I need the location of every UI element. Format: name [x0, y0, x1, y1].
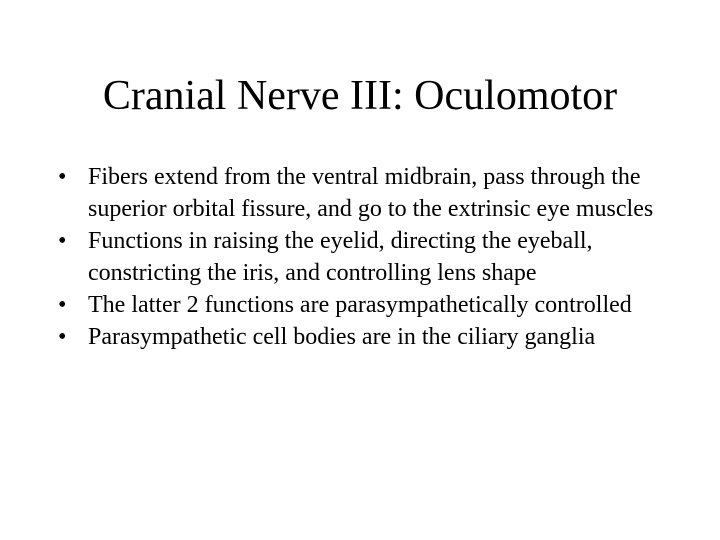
bullet-item: [58, 161, 658, 225]
bullet-text: Fibers extend from the ventral midbrain, pass through the superior orbital fissure, and go to the extrinsic eye muscles: [88, 164, 654, 222]
bullet-list: [58, 161, 658, 353]
bullet-text: The latter 2 functions are parasympathetically controlled: [88, 292, 632, 318]
bullet-item: [58, 321, 658, 353]
bullet-icon: •: [58, 164, 67, 190]
bullet-item: [58, 289, 658, 321]
bullet-icon: •: [58, 228, 67, 254]
slide-title: Cranial Nerve III: Oculomotor: [102, 73, 618, 119]
bullet-icon: •: [58, 324, 67, 350]
bullet-text: Parasympathetic cell bodies are in the ciliary ganglia: [88, 324, 596, 350]
bullet-text: Functions in raising the eyelid, directing the eyeball, constricting the iris, and controlling lens shape: [88, 228, 593, 286]
bullet-icon: •: [58, 292, 67, 318]
bullet-item: [58, 225, 658, 289]
